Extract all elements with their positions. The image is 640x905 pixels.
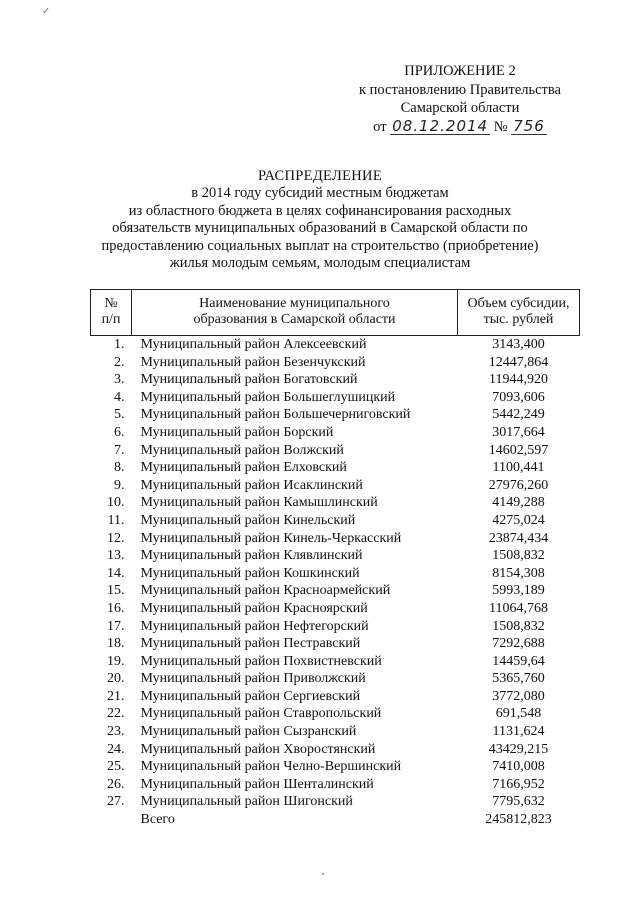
number-label: № <box>493 118 508 135</box>
row-number: 9. <box>114 477 125 493</box>
row-number: 22. <box>107 706 125 722</box>
row-number: 3. <box>114 372 125 388</box>
row-name: Муниципальный район Шенталинский <box>140 776 374 792</box>
row-name: Муниципальный район Ставропольский <box>140 706 382 722</box>
appendix-line-1: к постановлению Правительства <box>359 81 561 98</box>
row-number: 24. <box>107 741 125 757</box>
row-number: 12. <box>107 530 125 546</box>
header-number <box>91 290 132 336</box>
row-name: Муниципальный район Красноярский <box>140 600 368 616</box>
table-row <box>91 530 580 548</box>
row-number: 5. <box>114 407 125 423</box>
table-row <box>91 653 580 671</box>
row-value: 4275,024 <box>492 512 545 528</box>
document-title: РАСПРЕДЕЛЕНИЕ <box>258 168 382 184</box>
table-row <box>91 547 580 565</box>
row-value: 1508,832 <box>492 618 545 634</box>
header-value-line-1: Объем субсидии, <box>467 295 570 311</box>
row-value: 4149,288 <box>492 495 545 511</box>
table-row <box>91 477 580 495</box>
table-row <box>91 565 580 583</box>
row-name: Муниципальный район Нефтегорский <box>140 618 369 634</box>
total-label: Всего <box>140 812 175 828</box>
table-body <box>91 336 580 812</box>
table-row <box>91 512 580 530</box>
table-row <box>91 406 580 424</box>
row-name: Муниципальный район Безенчукский <box>140 354 366 370</box>
table-row <box>91 459 580 477</box>
row-number: 11. <box>107 512 125 528</box>
row-name: Муниципальный район Похвистневский <box>140 653 382 669</box>
corner-mark: ✓ <box>42 6 51 17</box>
appendix-reference <box>330 118 590 137</box>
row-name: Муниципальный район Челно-Вершинский <box>140 759 402 775</box>
row-value: 5365,760 <box>492 671 545 687</box>
row-name: Муниципальный район Хворостянский <box>140 741 376 757</box>
total-row <box>91 811 580 829</box>
row-name: Муниципальный район Большеглушицкий <box>140 389 396 405</box>
row-value: 5442,249 <box>492 407 545 423</box>
row-number: 25. <box>107 759 125 775</box>
heading-line-5: жилья молодым семьям, молодым специалистам <box>169 255 471 272</box>
row-name: Муниципальный район Пестравский <box>140 636 361 652</box>
row-value: 1100,441 <box>492 460 545 476</box>
row-number: 18. <box>107 636 125 652</box>
table-row <box>91 635 580 653</box>
table-row <box>91 723 580 741</box>
row-number: 19. <box>107 653 125 669</box>
row-number: 8. <box>114 460 125 476</box>
row-value: 14459,64 <box>492 653 545 669</box>
table-row <box>91 389 580 407</box>
row-value: 11944,920 <box>489 372 548 388</box>
row-number: 17. <box>107 618 125 634</box>
table-row <box>91 688 580 706</box>
row-value: 7166,952 <box>492 776 545 792</box>
row-value: 1508,832 <box>492 548 545 564</box>
row-number: 27. <box>107 794 125 810</box>
row-name: Муниципальный район Приволжский <box>140 671 366 687</box>
table-row <box>91 618 580 636</box>
document-heading <box>80 168 560 272</box>
row-value: 3017,664 <box>492 424 545 440</box>
row-name: Муниципальный район Кошкинский <box>140 565 360 581</box>
table-row <box>91 336 580 354</box>
row-number: 4. <box>114 389 125 405</box>
row-value: 5993,189 <box>492 583 545 599</box>
table-row <box>91 424 580 442</box>
row-number: 16. <box>107 600 125 616</box>
appendix-title: ПРИЛОЖЕНИЕ 2 <box>404 63 516 79</box>
table-row <box>91 371 580 389</box>
table-row <box>91 442 580 460</box>
row-name: Муниципальный район Сергиевский <box>140 688 361 704</box>
appendix-block <box>330 62 590 136</box>
table-row <box>91 600 580 618</box>
header-number-line-2: п/п <box>101 312 121 327</box>
row-name: Муниципальный район Волжский <box>140 442 344 458</box>
row-number: 10. <box>107 495 125 511</box>
scan-dot <box>322 873 324 875</box>
row-number: 7. <box>114 442 125 458</box>
heading-line-3: обязательств муниципальных образований в Самарской области по <box>112 220 528 237</box>
handwritten-number: 756 <box>513 116 545 135</box>
table-row <box>91 758 580 776</box>
row-name: Муниципальный район Шигонский <box>140 794 353 810</box>
row-number: 1. <box>114 337 125 352</box>
row-name: Муниципальный район Исаклинский <box>140 477 363 493</box>
total-num <box>91 811 132 829</box>
row-value: 8154,308 <box>492 565 545 581</box>
table-row <box>91 354 580 372</box>
row-name: Муниципальный район Кинельский <box>140 512 356 528</box>
row-number: 6. <box>114 424 125 440</box>
row-value: 7093,606 <box>492 389 545 405</box>
row-value: 14602,597 <box>488 442 549 458</box>
table-header <box>91 290 580 336</box>
table-row <box>91 793 580 811</box>
row-value: 11064,768 <box>489 600 548 616</box>
row-value: 7410,008 <box>492 759 545 775</box>
row-value: 7795,632 <box>492 794 545 810</box>
row-name: Муниципальный район Алексеевский <box>140 337 367 352</box>
row-name: Муниципальный район Сызранский <box>140 724 357 740</box>
table-row <box>91 776 580 794</box>
heading-line-4: предоставлению социальных выплат на строительство (приобретение) <box>101 237 539 254</box>
row-number: 15. <box>107 583 125 599</box>
header-number-line-1: № <box>104 295 118 311</box>
row-number: 20. <box>107 671 125 687</box>
row-value: 23874,434 <box>488 530 549 546</box>
row-value: 3772,080 <box>492 688 545 704</box>
header-value-line-2: тыс. рублей <box>483 312 554 327</box>
row-name: Муниципальный район Богатовский <box>140 372 358 388</box>
row-number: 2. <box>114 354 125 370</box>
header-name-line-2: образования в Самарской области <box>193 312 396 327</box>
header-value <box>458 290 580 336</box>
row-number: 26. <box>107 776 125 792</box>
row-name: Муниципальный район Большечерниговский <box>140 407 411 423</box>
row-value: 27976,260 <box>488 477 549 493</box>
row-number: 21. <box>107 688 125 704</box>
row-name: Муниципальный район Красноармейский <box>140 583 391 599</box>
table-row <box>91 670 580 688</box>
row-name: Муниципальный район Борский <box>140 424 334 440</box>
table-row <box>91 741 580 759</box>
heading-line-2: из областного бюджета в целях софинансирования расходных <box>128 202 512 219</box>
total-value: 245812,823 <box>485 812 552 828</box>
row-number: 13. <box>107 548 125 564</box>
heading-line-1: в 2014 году субсидий местным бюджетам <box>191 185 449 202</box>
row-number: 14. <box>107 565 125 581</box>
row-name: Муниципальный район Елховский <box>140 460 347 476</box>
header-name-line-1: Наименование муниципального <box>199 295 390 311</box>
table-row <box>91 494 580 512</box>
row-value: 7292,688 <box>492 636 545 652</box>
row-number: 23. <box>107 724 125 740</box>
row-value: 1131,624 <box>492 724 545 740</box>
row-name: Муниципальный район Клявлинский <box>140 548 363 564</box>
from-label: от <box>373 118 387 135</box>
row-value: 12447,864 <box>488 354 549 370</box>
row-value: 691,548 <box>495 706 542 722</box>
row-value: 3143,400 <box>492 337 545 352</box>
appendix-line-2: Самарской области <box>400 100 520 116</box>
table-row <box>91 582 580 600</box>
header-name <box>132 290 458 336</box>
handwritten-date: 08.12.2014 <box>392 116 489 135</box>
table-row <box>91 705 580 723</box>
subsidy-table <box>90 289 580 829</box>
row-name: Муниципальный район Кинель-Черкасский <box>140 530 402 546</box>
row-value: 43429,215 <box>488 741 549 757</box>
row-name: Муниципальный район Камышлинский <box>140 495 378 511</box>
